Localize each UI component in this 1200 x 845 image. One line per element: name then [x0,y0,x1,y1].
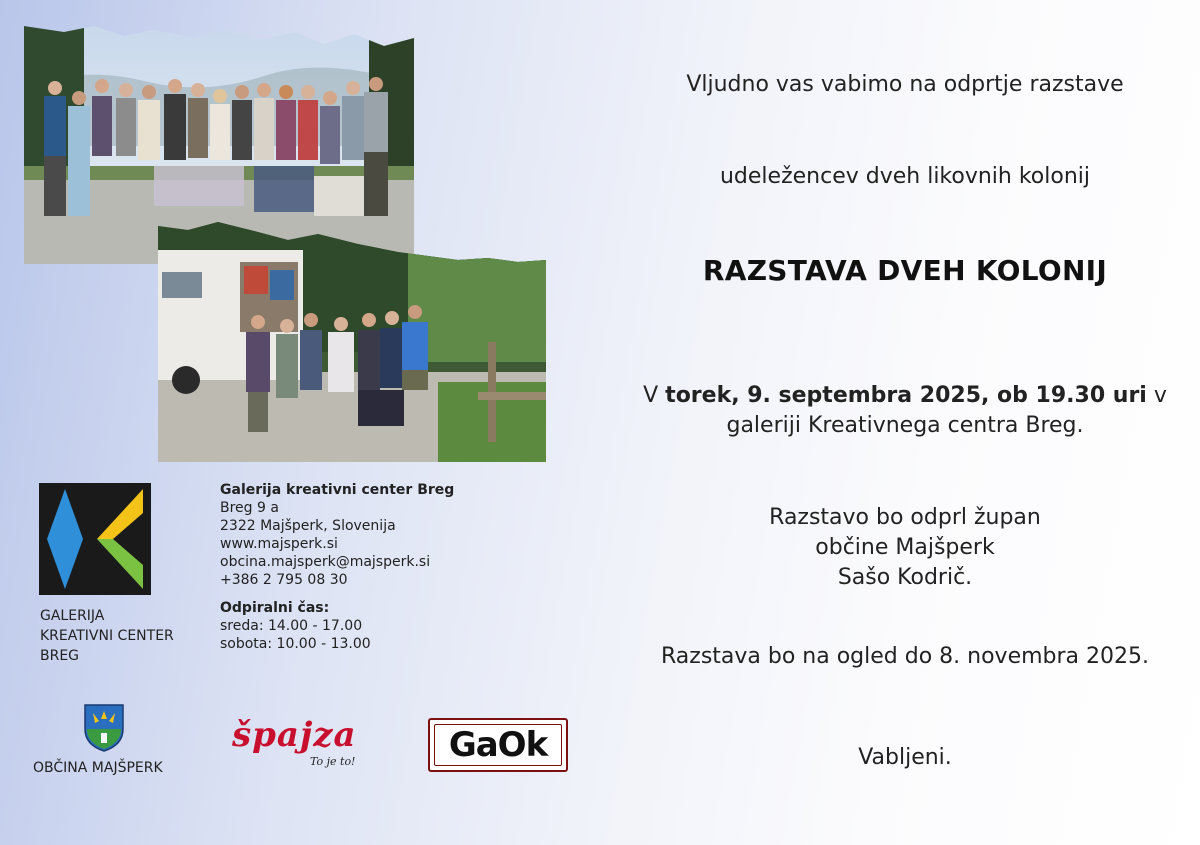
logo-caption-line: BREG [40,648,80,664]
invitation-line-2: udeležencev dveh likovnih kolonij [719,164,1091,189]
logo-caption [40,606,174,666]
hours-wednesday: sreda: 14.00 - 17.00 [220,618,363,634]
spajza-logo [232,715,372,775]
logo-caption-line: GALERIJA [40,608,105,624]
gallery-web[interactable]: www.majsperk.si [220,536,338,552]
gallery-phone: +386 2 795 08 30 [220,572,348,588]
gallery-info [220,481,454,653]
gaok-wordmark: GaOk [434,724,562,766]
gallery-name: Galerija kreativni center Breg [220,482,455,498]
event-date-suffix: v [1146,383,1167,408]
gallery-address-1: Breg 9 a [220,500,279,516]
closing-line: Vabljeni. [858,745,952,770]
gallery-email[interactable]: obcina.majsperk@majsperk.si [220,554,431,570]
invitation-line-1: Vljudno vas vabimo na odprtje razstave [686,72,1124,97]
hours-saturday: sobota: 10.00 - 13.00 [220,636,371,652]
gallery-address-2: 2322 Majšperk, Slovenija [220,518,396,534]
exhibition-duration: Razstava bo na ogled do 8. novembra 2025. [660,644,1150,669]
event-venue: galeriji Kreativnega centra Breg. [726,413,1084,438]
municipality-name: OBČINA MAJŠPERK [33,760,163,776]
spajza-wordmark: špajza [232,715,357,755]
opening-line-2: občine Majšperk [815,535,995,560]
spajza-slogan: To je to! [310,755,356,768]
opening-line-3: Sašo Kodrič. [837,565,973,590]
hours-title: Odpiralni čas: [220,600,330,616]
event-date [620,381,1190,410]
opening-line-1: Razstavo bo odprl župan [769,505,1041,530]
municipality-coat-of-arms [83,703,125,753]
exhibition-title: RAZSTAVA DVEH KOLONIJ [702,254,1108,287]
gaok-logo [428,718,568,772]
event-date-bold: torek, 9. septembra 2025, ob 19.30 uri [665,383,1147,408]
group-photo-campervan [158,222,546,462]
event-date-prefix: V [643,383,666,408]
kc-breg-logo [39,483,151,595]
logo-caption-line: KREATIVNI CENTER [40,628,174,644]
